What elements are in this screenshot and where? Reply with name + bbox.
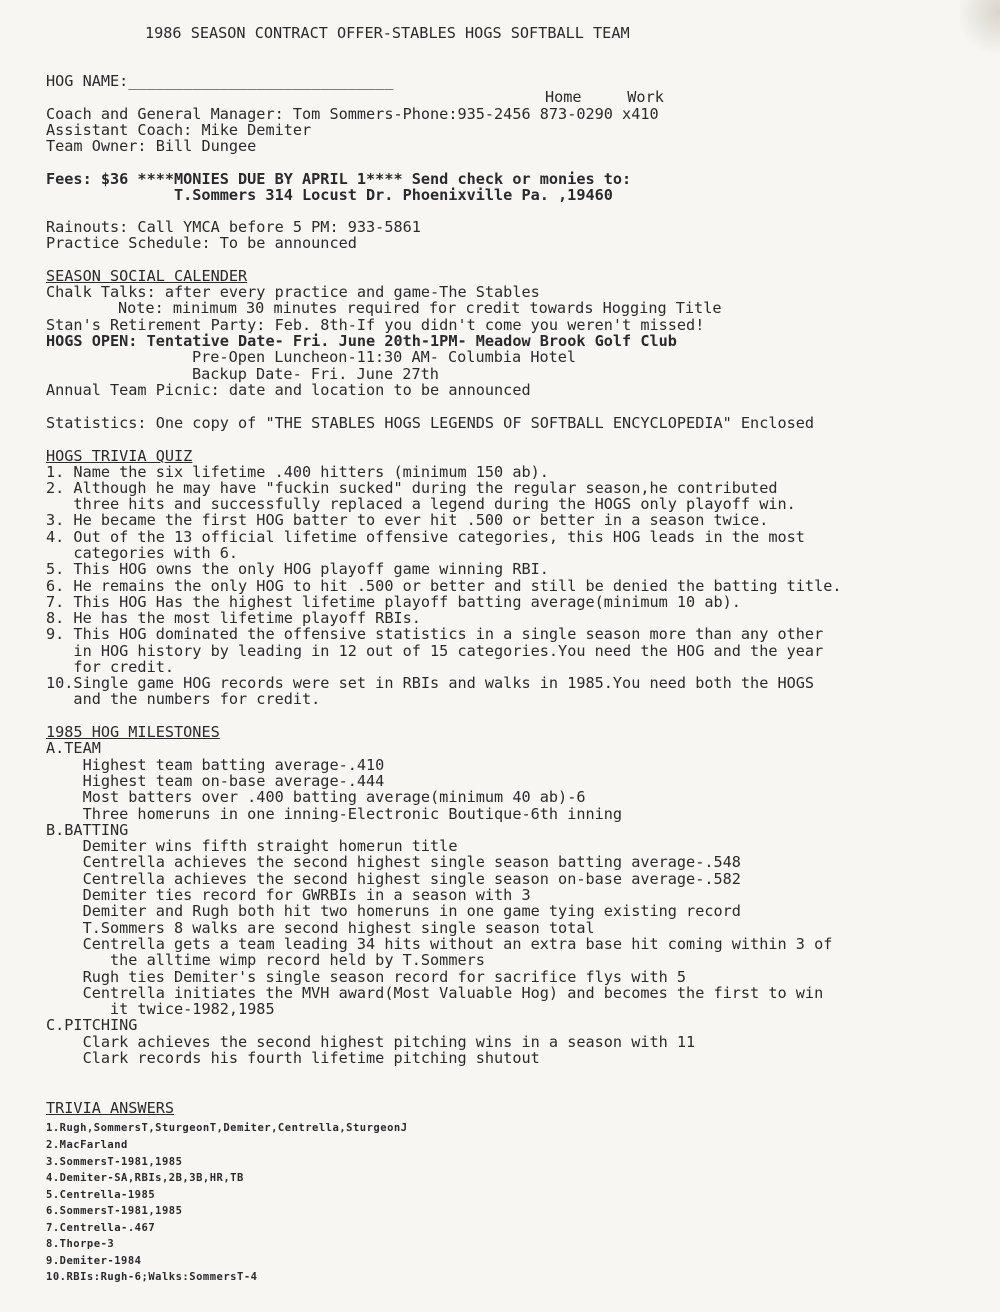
fees-address-line: T.Sommers 314 Locust Dr. Phoenixville Pa. ,19460 xyxy=(174,186,613,204)
milestone-line: Three homeruns in one inning-Electronic Boutique-6th inning xyxy=(46,805,623,823)
trivia-line: 10.Single game HOG records were set in RBIs and walks in 1985.You need both the HOGS xyxy=(46,674,815,692)
milestones-heading: 1985 HOG MILESTONES xyxy=(46,723,220,741)
milestone-line: Rugh ties Demiter's single season record for sacrifice flys with 5 xyxy=(46,968,687,986)
statistics-line: Statistics: One copy of "THE STABLES HOGS LEGENDS OF SOFTBALL ENCYCLOPEDIA" Enclosed xyxy=(46,414,815,432)
document-title: 1986 SEASON CONTRACT OFFER-STABLES HOGS SOFTBALL TEAM xyxy=(145,24,630,42)
answer-line: 5.Centrella-1985 xyxy=(46,1189,156,1201)
answer-line: 6.SommersT-1981,1985 xyxy=(46,1205,183,1217)
social-line-3: Stan's Retirement Party: Feb. 8th-If you didn't come you weren't missed! xyxy=(46,316,705,334)
milestone-line: T.Sommers 8 walks are second highest single season total xyxy=(46,919,595,937)
answer-line: 3.SommersT-1981,1985 xyxy=(46,1156,183,1168)
trivia-line: 7. This HOG Has the highest lifetime playoff batting average(minimum 10 ab). xyxy=(46,593,741,611)
team-owner-line: Team Owner: Bill Dungee xyxy=(46,137,257,155)
fees-line: Fees: $36 ****MONIES DUE BY APRIL 1**** Send check or monies to: xyxy=(46,170,632,188)
milestone-line: Clark records his fourth lifetime pitching shutout xyxy=(46,1049,540,1067)
trivia-line: three hits and successfully replaced a legend during the HOGS only playoff win. xyxy=(46,495,796,513)
milestone-line: Demiter wins fifth straight homerun title xyxy=(46,837,458,855)
trivia-line: for credit. xyxy=(46,658,175,676)
milestone-line: Centrella achieves the second highest single season batting average-.548 xyxy=(46,853,741,871)
answer-line: 7.Centrella-.467 xyxy=(46,1222,156,1234)
social-line-5: Pre-Open Luncheon-11:30 AM- Columbia Hotel xyxy=(192,348,577,366)
milestone-line: the alltime wimp record held by T.Sommers xyxy=(46,951,485,969)
milestone-line: B.BATTING xyxy=(46,821,129,839)
trivia-line: 4. Out of the 13 official lifetime offensive categories, this HOG leads in the most xyxy=(46,528,805,546)
milestone-line: Demiter and Rugh both hit two homeruns in one game tying existing record xyxy=(46,902,741,920)
answer-line: 8.Thorpe-3 xyxy=(46,1238,115,1250)
milestone-line: Centrella achieves the second highest single season on-base average-.582 xyxy=(46,870,741,888)
answer-line: 4.Demiter-SA,RBIs,2B,3B,HR,TB xyxy=(46,1172,244,1184)
trivia-line: categories with 6. xyxy=(46,544,239,562)
answer-line: 10.RBIs:Rugh-6;Walks:SommersT-4 xyxy=(46,1271,258,1283)
milestone-line: Centrella initiates the MVH award(Most Valuable Hog) and becomes the first to win xyxy=(46,984,824,1002)
trivia-line: and the numbers for credit. xyxy=(46,690,321,708)
rainouts-line: Rainouts: Call YMCA before 5 PM: 933-5861 xyxy=(46,218,421,236)
trivia-line: 2. Although he may have "fuckin sucked" during the regular season,he contributed xyxy=(46,479,778,497)
answer-line: 1.Rugh,SommersT,SturgeonT,Demiter,Centrella,SturgeonJ xyxy=(46,1122,408,1134)
assistant-coach-line: Assistant Coach: Mike Demiter xyxy=(46,121,312,139)
trivia-line: 9. This HOG dominated the offensive statistics in a single season more than any other xyxy=(46,625,824,643)
trivia-line: 5. This HOG owns the only HOG playoff game winning RBI. xyxy=(46,560,549,578)
practice-line: Practice Schedule: To be announced xyxy=(46,234,357,252)
social-heading: SEASON SOCIAL CALENDER xyxy=(46,267,248,285)
social-line-6: Backup Date- Fri. June 27th xyxy=(192,365,439,383)
social-line-7: Annual Team Picnic: date and location to be announced xyxy=(46,381,531,399)
hog-name-field: HOG NAME:_____________________________ xyxy=(46,72,394,90)
milestone-line: Clark achieves the second highest pitching wins in a season with 11 xyxy=(46,1033,696,1051)
milestone-line: it twice-1982,1985 xyxy=(46,1000,275,1018)
answer-line: 9.Demiter-1984 xyxy=(46,1255,142,1267)
answer-line: 2.MacFarland xyxy=(46,1139,128,1151)
milestone-line: C.PITCHING xyxy=(46,1016,138,1034)
paper-smudge xyxy=(960,0,1000,60)
milestone-line: Highest team on-base average-.444 xyxy=(46,772,385,790)
social-line-1: Chalk Talks: after every practice and game-The Stables xyxy=(46,283,540,301)
coach-line: Coach and General Manager: Tom Sommers-Phone:935-2456 873-0290 x410 xyxy=(46,105,659,123)
phone-column-headers: Home Work xyxy=(545,88,664,106)
trivia-line: 3. He became the first HOG batter to ever hit .500 or better in a season twice. xyxy=(46,511,769,529)
milestone-line: Centrella gets a team leading 34 hits without an extra base hit coming within 3 of xyxy=(46,935,833,953)
milestone-line: Demiter ties record for GWRBIs in a season with 3 xyxy=(46,886,531,904)
trivia-heading: HOGS TRIVIA QUIZ xyxy=(46,447,193,465)
trivia-line: in HOG history by leading in 12 out of 15 categories.You need the HOG and the year xyxy=(46,642,824,660)
trivia-line: 8. He has the most lifetime playoff RBIs. xyxy=(46,609,421,627)
milestone-line: Most batters over .400 batting average(minimum 40 ab)-6 xyxy=(46,788,586,806)
answers-heading: TRIVIA ANSWERS xyxy=(46,1099,175,1117)
milestone-line: Highest team batting average-.410 xyxy=(46,756,385,774)
social-line-2: Note: minimum 30 minutes required for credit towards Hogging Title xyxy=(118,299,722,317)
trivia-line: 6. He remains the only HOG to hit .500 or better and still be denied the batting title. xyxy=(46,577,842,595)
milestone-line: A.TEAM xyxy=(46,739,101,757)
trivia-line: 1. Name the six lifetime .400 hitters (minimum 150 ab). xyxy=(46,463,549,481)
social-line-4: HOGS OPEN: Tentative Date- Fri. June 20th-1PM- Meadow Brook Golf Club xyxy=(46,332,677,350)
